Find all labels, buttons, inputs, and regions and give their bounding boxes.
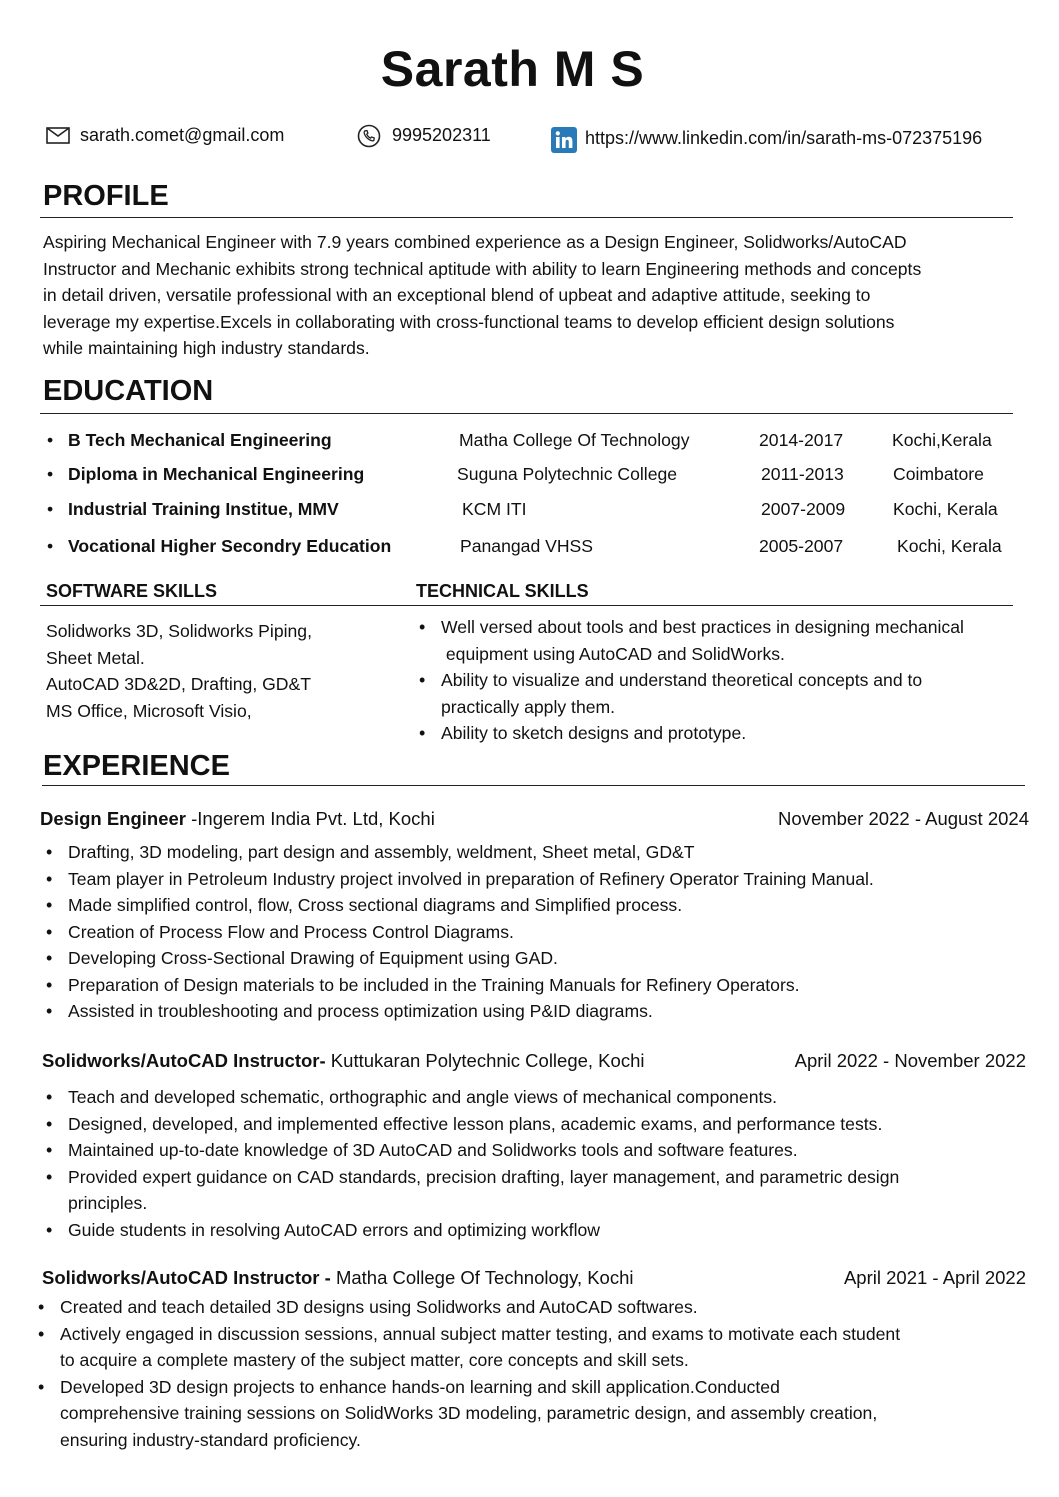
job-title bbox=[42, 1050, 644, 1072]
list-item-text: • Ability to sketch designs and prototype. bbox=[441, 723, 747, 743]
job-employer: Matha College Of Technology, Kochi bbox=[330, 1267, 634, 1288]
education-years: 2011-2013 bbox=[761, 464, 844, 484]
list-item bbox=[416, 720, 964, 747]
list-item-text: • Ability to visualize and understand theoretical concepts and to bbox=[441, 670, 923, 690]
list-item bbox=[43, 945, 874, 972]
list-item-text: • Developing Cross-Sectional Drawing of Equipment using GAD. bbox=[68, 948, 558, 968]
skills-divider bbox=[40, 605, 1013, 606]
job-responsibilities bbox=[43, 1084, 899, 1243]
list-item bbox=[43, 1111, 899, 1138]
phone-link[interactable]: 9995202311 bbox=[392, 125, 491, 145]
software-skill-line: MS Office, Microsoft Visio, bbox=[46, 700, 252, 721]
profile-line: in detail driven, versatile professional with an exceptional blend of upbeat and adaptive attitude, seeking to bbox=[43, 285, 871, 305]
profile-line: leverage my expertise.Excels in collaborating with cross-functional teams to develop efficient design solutions bbox=[43, 311, 895, 332]
education-years: 2014-2017 bbox=[759, 430, 844, 450]
job-dates: April 2022 - November 2022 bbox=[794, 1050, 1026, 1071]
software-skill-line: AutoCAD 3D&2D, Drafting, GD&T bbox=[46, 674, 311, 694]
list-item-text: • Designed, developed, and implemented effective lesson plans, academic exams, and performance tests. bbox=[68, 1113, 883, 1134]
education-location: Kochi,Kerala bbox=[892, 430, 992, 450]
list-item bbox=[416, 614, 964, 667]
education-row bbox=[47, 464, 1027, 490]
list-item bbox=[43, 892, 874, 919]
education-location: Kochi, Kerala bbox=[893, 499, 998, 519]
education-years: 2007-2009 bbox=[761, 499, 846, 519]
job-role: Design Engineer bbox=[40, 808, 186, 829]
list-item-text: • Teach and developed schematic, orthographic and angle views of mechanical components. bbox=[68, 1087, 778, 1107]
experience-divider bbox=[42, 785, 1025, 786]
list-item-text: • Provided expert guidance on CAD standards, precision drafting, layer management, and parametric design bbox=[68, 1166, 900, 1187]
software-skills-heading: SOFTWARE SKILLS bbox=[46, 581, 217, 601]
list-item-text: • Made simplified control, flow, Cross sectional diagrams and Simplified process. bbox=[68, 895, 683, 915]
linkedin-link[interactable]: https://www.linkedin.com/in/sarath-ms-072375196 bbox=[585, 128, 983, 148]
list-item-text: equipment using AutoCAD and SolidWorks. bbox=[441, 643, 785, 664]
education-row bbox=[47, 430, 1027, 456]
education-heading: EDUCATION bbox=[43, 375, 214, 407]
linkedin-icon bbox=[551, 127, 577, 158]
education-institution: Suguna Polytechnic College bbox=[457, 464, 678, 484]
job-employer: -Ingerem India Pvt. Ltd, Kochi bbox=[185, 808, 435, 829]
profile-heading: PROFILE bbox=[43, 180, 169, 212]
profile-divider bbox=[40, 217, 1013, 218]
list-item bbox=[43, 1217, 899, 1244]
job-role: Solidworks/AutoCAD Instructor- bbox=[42, 1050, 326, 1071]
education-row bbox=[47, 499, 1027, 525]
list-item-text: • Assisted in troubleshooting and process optimization using P&ID diagrams. bbox=[68, 1001, 653, 1021]
education-institution: Panangad VHSS bbox=[460, 536, 594, 556]
bullet-icon bbox=[47, 430, 53, 451]
bullet-icon bbox=[47, 499, 53, 520]
job-employer: Kuttukaran Polytechnic College, Kochi bbox=[325, 1050, 645, 1071]
envelope-icon bbox=[46, 127, 70, 149]
list-item bbox=[43, 1137, 899, 1164]
list-item bbox=[43, 866, 874, 893]
job-title bbox=[42, 1267, 634, 1289]
education-years: 2005-2007 bbox=[759, 536, 844, 556]
list-item bbox=[43, 1084, 899, 1111]
education-degree: Industrial Training Institue, MMV bbox=[68, 499, 339, 519]
job-title bbox=[40, 808, 435, 830]
software-skill-line: Solidworks 3D, Solidworks Piping, bbox=[46, 621, 312, 641]
list-item-text: ensuring industry-standard proficiency. bbox=[60, 1429, 361, 1450]
software-skills-list bbox=[46, 618, 312, 724]
list-item bbox=[35, 1294, 900, 1321]
bullet-icon bbox=[47, 464, 53, 485]
education-degree: Vocational Higher Secondry Education bbox=[68, 536, 392, 556]
profile-summary bbox=[43, 229, 1018, 362]
profile-line: Instructor and Mechanic exhibits strong technical aptitude with ability to learn Engineering methods and concepts bbox=[43, 258, 922, 279]
education-location: Coimbatore bbox=[893, 464, 984, 484]
list-item-text: • Drafting, 3D modeling, part design and assembly, weldment, Sheet metal, GD&T bbox=[68, 842, 695, 862]
list-item bbox=[43, 1164, 899, 1217]
list-item-text: • Maintained up-to-date knowledge of 3D AutoCAD and Solidworks tools and software features. bbox=[68, 1140, 798, 1160]
profile-line: Aspiring Mechanical Engineer with 7.9 years combined experience as a Design Engineer, Solidworks/AutoCAD bbox=[43, 232, 907, 252]
list-item-text: • Actively engaged in discussion sessions, annual subject matter testing, and exams to motivate each student bbox=[60, 1323, 901, 1344]
list-item-text: • Creation of Process Flow and Process Control Diagrams. bbox=[68, 921, 514, 942]
software-skill-line: Sheet Metal. bbox=[46, 647, 145, 668]
education-row bbox=[47, 536, 1027, 562]
list-item-text: practically apply them. bbox=[441, 696, 616, 717]
bullet-icon bbox=[47, 536, 53, 557]
list-item-text: • Developed 3D design projects to enhance hands-on learning and skill application.Conducted bbox=[60, 1376, 780, 1397]
list-item bbox=[43, 919, 874, 946]
education-degree: Diploma in Mechanical Engineering bbox=[68, 464, 365, 484]
education-location: Kochi, Kerala bbox=[897, 536, 1002, 556]
candidate-name: Sarath M S bbox=[380, 41, 645, 97]
education-degree: B Tech Mechanical Engineering bbox=[68, 430, 332, 450]
profile-line: while maintaining high industry standards. bbox=[43, 338, 370, 358]
list-item bbox=[35, 1321, 900, 1374]
job-responsibilities bbox=[43, 839, 874, 1025]
list-item bbox=[43, 972, 874, 999]
list-item-text: • Guide students in resolving AutoCAD errors and optimizing workflow bbox=[68, 1219, 600, 1240]
job-dates: November 2022 - August 2024 bbox=[778, 808, 1029, 829]
technical-skills-heading: TECHNICAL SKILLS bbox=[416, 581, 589, 601]
list-item-text: principles. bbox=[68, 1193, 148, 1213]
experience-heading: EXPERIENCE bbox=[43, 750, 230, 782]
list-item bbox=[416, 667, 964, 720]
education-institution: Matha College Of Technology bbox=[459, 430, 690, 450]
job-role: Solidworks/AutoCAD Instructor - bbox=[42, 1267, 331, 1288]
list-item-text: • Well versed about tools and best practices in designing mechanical bbox=[441, 617, 964, 637]
job-dates: April 2021 - April 2022 bbox=[843, 1267, 1026, 1288]
list-item-text: comprehensive training sessions on SolidWorks 3D modeling, parametric design, and assembly creation, bbox=[60, 1403, 878, 1423]
list-item bbox=[43, 839, 874, 866]
phone-icon bbox=[357, 124, 381, 153]
list-item-text: • Team player in Petroleum Industry project involved in preparation of Refinery Operator Training Manual. bbox=[68, 868, 874, 889]
education-institution: KCM ITI bbox=[462, 499, 527, 519]
email-link[interactable]: sarath.comet@gmail.com bbox=[80, 125, 285, 145]
education-divider bbox=[40, 413, 1013, 414]
technical-skills-list bbox=[416, 614, 964, 747]
job-responsibilities bbox=[35, 1294, 900, 1453]
list-item-text: to acquire a complete mastery of the subject matter, core concepts and skill sets. bbox=[60, 1350, 689, 1370]
list-item bbox=[35, 1374, 900, 1454]
list-item-text: • Created and teach detailed 3D designs using Solidworks and AutoCAD softwares. bbox=[60, 1297, 698, 1317]
list-item-text: • Preparation of Design materials to be included in the Training Manuals for Refinery Operators. bbox=[68, 974, 800, 995]
list-item bbox=[43, 998, 874, 1025]
